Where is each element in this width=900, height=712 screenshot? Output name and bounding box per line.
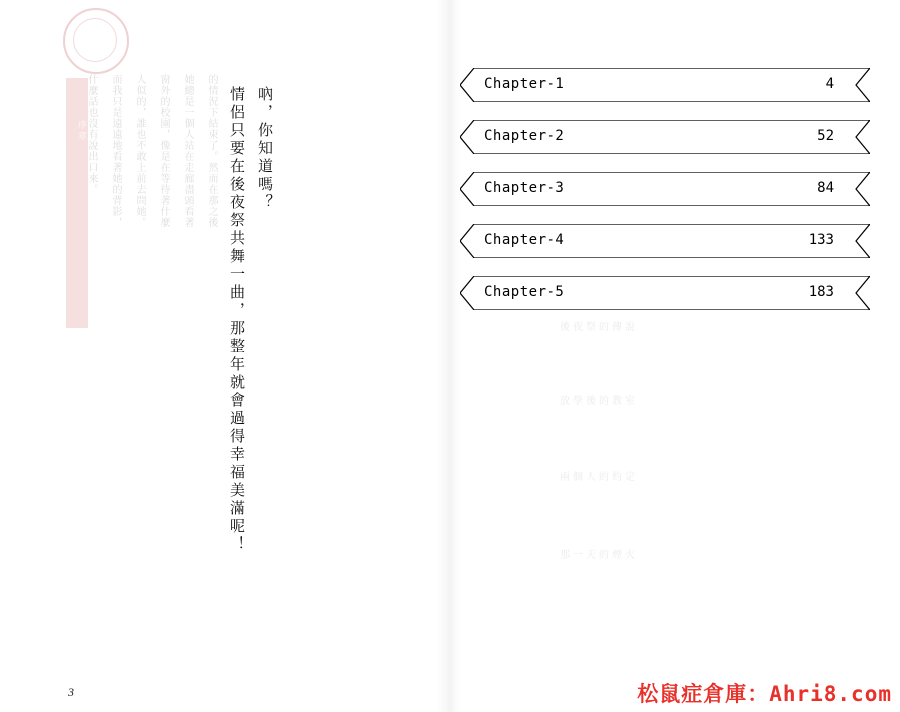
toc-page-number: 133 (808, 232, 834, 248)
toc-page-number: 183 (808, 284, 834, 300)
toc-chapter-label: Chapter-5 (484, 284, 565, 300)
show-through-line: 兩個人的約定 (560, 472, 638, 483)
toc-chapter-label: Chapter-1 (484, 76, 565, 92)
toc-chapter-label: Chapter-3 (484, 180, 565, 196)
show-through-column: 窗外的校園，像是在等待著什麼 (158, 74, 169, 228)
show-through-column: 而我只是遠遠地看著她的背影， (110, 74, 121, 228)
show-through-line: 放學後的教室 (560, 396, 638, 407)
toc-entry[interactable] (460, 224, 870, 258)
watermark (637, 678, 892, 708)
toc-entry[interactable] (460, 172, 870, 206)
toc-page-number: 4 (825, 76, 834, 92)
show-through-line: 那一天的煙火 (560, 550, 638, 561)
page-number: 3 (68, 685, 74, 699)
watermark-url: Ahri8.com (769, 682, 892, 706)
toc-entry[interactable] (460, 120, 870, 154)
show-through-column: 什麼話也沒有說出口來。 (86, 74, 97, 195)
show-through-column: 的情況下結束了。然而在那之後 (206, 74, 217, 228)
show-through-column: 人似的，誰也不敢上前去問她。 (134, 74, 145, 228)
show-through-column: 她總是一個人站在走廊盡頭看著 (182, 74, 193, 228)
toc-entry[interactable] (460, 68, 870, 102)
toc-chapter-label: Chapter-4 (484, 232, 565, 248)
toc-page-number: 52 (817, 128, 834, 144)
toc-entry[interactable] (460, 276, 870, 310)
lead-text-line-2: 情侶只要在後夜祭共舞一曲，那整年就會過得幸福美滿呢！ (228, 86, 246, 554)
right-page (450, 0, 900, 712)
side-tab-label: 序章 (76, 120, 86, 142)
watermark-text: 松鼠症倉庫： (637, 682, 770, 706)
show-through-line: 後夜祭的傳說 (560, 322, 638, 333)
toc-chapter-label: Chapter-2 (484, 128, 565, 144)
seal-stamp-inner-icon (73, 18, 117, 62)
table-of-contents (460, 68, 870, 328)
toc-page-number: 84 (817, 180, 834, 196)
lead-text-line-1: 吶，你知道嗎？ (256, 86, 274, 212)
